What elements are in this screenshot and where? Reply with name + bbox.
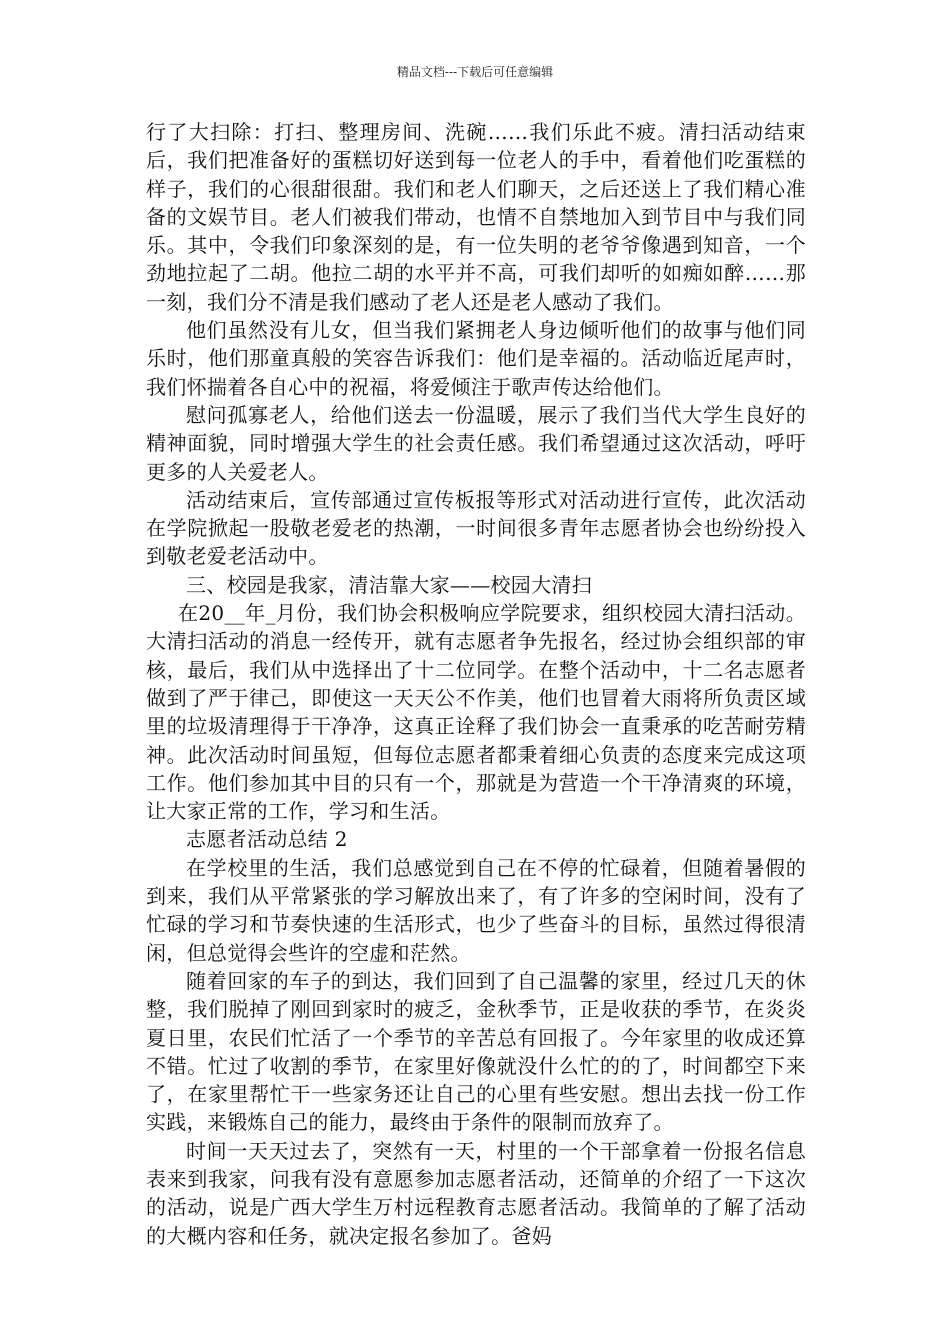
paragraph-publicity: 活动结束后，宣传部通过宣传板报等形式对活动进行宣传，此次活动在学院掀起一股敬老爱老的热潮，一时间很多青年志愿者协会也纷纷投入到敬老爱老活动中。 — [146, 487, 806, 569]
section-heading-campus-cleanup: 三、校园是我家，清洁靠大家——校园大清扫 — [186, 572, 592, 597]
paragraph-volunteer-signup: 时间一天天过去了，突然有一天，村里的一个干部拿着一份报名信息表来到我家，问我有没有意愿参加志愿者活动，还简单的介绍了一下这次的活动，说是广西大学生万村远程教育志愿者活动。我简单的了解了活动的大概内容和任务，就决定报名参加了。爸妈 — [146, 1138, 806, 1248]
paragraph-visit-significance: 慰问孤寡老人，给他们送去一份温暖，展示了我们当代大学生良好的精神面貌，同时增强大学生的社会责任感。我们希望通过这次活动，呼吁更多的人关爱老人。 — [146, 402, 806, 484]
document-body — [146, 118, 806, 1250]
paragraph-school-life: 在学校里的生活，我们总感觉到自己在不停的忙碌着，但随着暑假的到来，我们从平常紧张的学习解放出来了，有了许多的空闲时间，没有了忙碌的学习和节奏快速的生活形式，也少了些奋斗的目标，虽然过得很清闲，但总觉得会些许的空虚和茫然。 — [146, 855, 806, 965]
paragraph-cleaning-visit: 行了大扫除：打扫、整理房间、洗碗……我们乐此不疲。清扫活动结束后，我们把准备好的蛋糕切好送到每一位老人的手中，看着他们吃蛋糕的样子，我们的心很甜很甜。我们和老人们聊天，之后还送上了我们精心准备的文娱节目。老人们被我们带动，也情不自禁地加入到节目中与我们同乐。其中，令我们印象深刻的是，有一位失明的老爷爷像遇到知音，一个劲地拉起了二胡。他拉二胡的水平并不高，可我们却听的如痴如醉……那一刻，我们分不清是我们感动了老人还是老人感动了我们。 — [146, 120, 806, 314]
paragraph-elderly-happiness: 他们虽然没有儿女，但当我们紧拥老人身边倾听他们的故事与他们同乐时，他们那童真般的笑容告诉我们：他们是幸福的。活动临近尾声时，我们怀揣着各自心中的祝福，将爱倾注于歌声传达给他们。 — [146, 318, 806, 399]
paragraph-returning-home: 随着回家的车子的到达，我们回到了自己温馨的家里，经过几天的休整，我们脱掉了刚回到家时的疲乏，金秋季节，正是收获的季节，在炎炎夏日里，农民们忙活了一个季节的辛苦总有回报了。今年家里的收成还算不错。忙过了收割的季节，在家里好像就没什么忙的的了，时间都空下来了，在家里帮忙干一些家务还让自己的心里有些安慰。想出去找一份工作实践，来锻炼自己的能力，最终由于条件的限制而放弃了。 — [146, 968, 806, 1135]
paragraph-campus-cleanup: 在20__年_月份，我们协会积极响应学院要求，组织校园大清扫活动。大清扫活动的消息一经传开，就有志愿者争先报名，经过协会组织部的审核，最后，我们从中选择出了十二位同学。在整个活动中，十二名志愿者做到了严于律己，即使这一天天公不作美，他们也冒着大雨将所负责区域里的垃圾清理得于干净净，这真正诠释了我们协会一直秉承的吃苦耐劳精神。此次活动时间虽短，但每位志愿者都秉着细心负责的态度来完成这项工作。他们参加其中目的只有一个，那就是为营造一个干净清爽的环境，让大家正常的工作，学习和生活。 — [146, 601, 806, 824]
section-heading-summary-2: 志愿者活动总结 2 — [186, 827, 348, 852]
page-header: 精品文档---下载后可任意编辑 — [396, 65, 554, 79]
